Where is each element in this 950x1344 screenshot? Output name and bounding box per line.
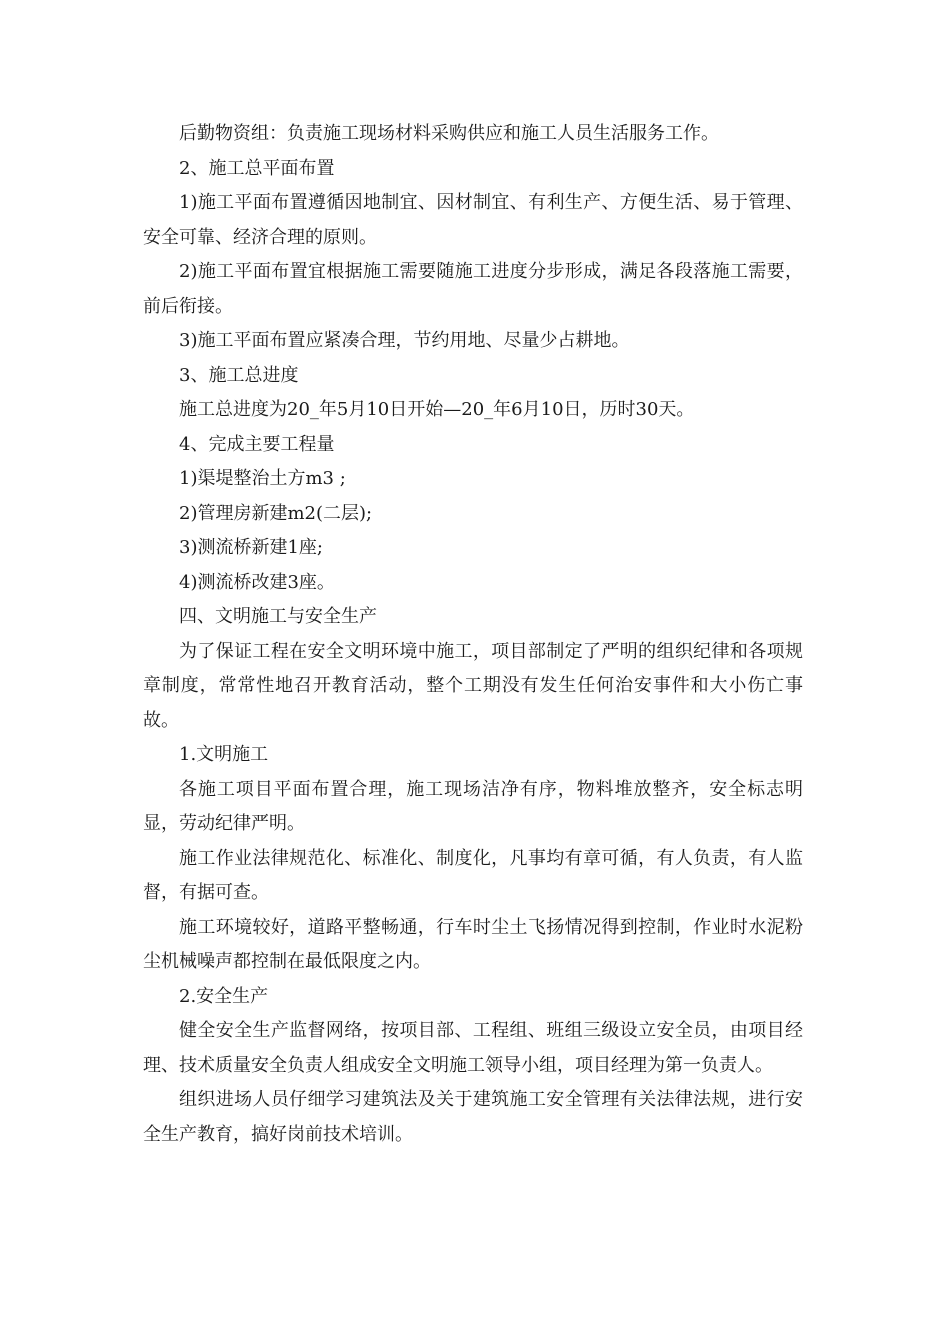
subheading-civilized-construction: 1.文明施工 xyxy=(179,744,269,765)
paragraph-schedule: 施工总进度为20_年5月10日开始—20_年6月10日，历时30天。 xyxy=(179,399,695,420)
heading-schedule: 3、施工总进度 xyxy=(179,364,299,386)
paragraph-safety-network: 健全安全生产监督网络，按项目部、工程组、班组三级设立安全员，由项目经理、技术质量安全负责人组成安全文明施工领导小组，项目经理为第一负责人。 xyxy=(143,1020,803,1076)
heading-site-layout: 2、施工总平面布置 xyxy=(179,157,335,179)
list-item-quantity-4: 4)测流桥改建3座。 xyxy=(179,571,335,593)
paragraph-safety-intro: 为了保证工程在安全文明环境中施工，项目部制定了严明的组织纪律和各项规章制度，常常性地召开教育活动，整个工期没有发生任何治安事件和大小伤亡事故。 xyxy=(143,640,803,731)
document-body xyxy=(143,117,803,1152)
list-item-quantity-1: 1)渠堤整治土方m3 ; xyxy=(179,468,346,489)
paragraph-civilized-1: 各施工项目平面布置合理，施工现场洁净有序，物料堆放整齐，安全标志明显，劳动纪律严明。 xyxy=(143,778,803,834)
paragraph-logistics-group: 后勤物资组：负责施工现场材料采购供应和施工人员生活服务工作。 xyxy=(179,123,719,144)
heading-quantities: 4、完成主要工程量 xyxy=(179,433,335,455)
paragraph-civilized-2: 施工作业法律规范化、标准化、制度化，凡事均有章可循，有人负责，有人监督，有据可查。 xyxy=(143,847,803,903)
paragraph-civilized-3: 施工环境较好，道路平整畅通，行车时尘土飞扬情况得到控制，作业时水泥粉尘机械噪声都控制在最低限度之内。 xyxy=(143,916,803,972)
paragraph-layout-principle-3: 3)施工平面布置应紧凑合理，节约用地、尽量少占耕地。 xyxy=(179,330,630,351)
heading-civilized-safety: 四、文明施工与安全生产 xyxy=(179,606,377,627)
list-item-quantity-3: 3)测流桥新建1座; xyxy=(179,537,323,558)
list-item-quantity-2: 2)管理房新建m2(二层); xyxy=(179,502,373,524)
paragraph-layout-principle-2: 2)施工平面布置宜根据施工需要随施工进度分步形成，满足各段落施工需要，前后衔接。 xyxy=(143,261,803,317)
paragraph-layout-principle-1: 1)施工平面布置遵循因地制宜、因材制宜、有利生产、方便生活、易于管理、安全可靠、经济合理的原则。 xyxy=(143,192,803,248)
subheading-safe-production: 2.安全生产 xyxy=(179,985,269,1007)
paragraph-safety-training: 组织进场人员仔细学习建筑法及关于建筑施工安全管理有关法律法规，进行安全生产教育，搞好岗前技术培训。 xyxy=(143,1089,803,1145)
